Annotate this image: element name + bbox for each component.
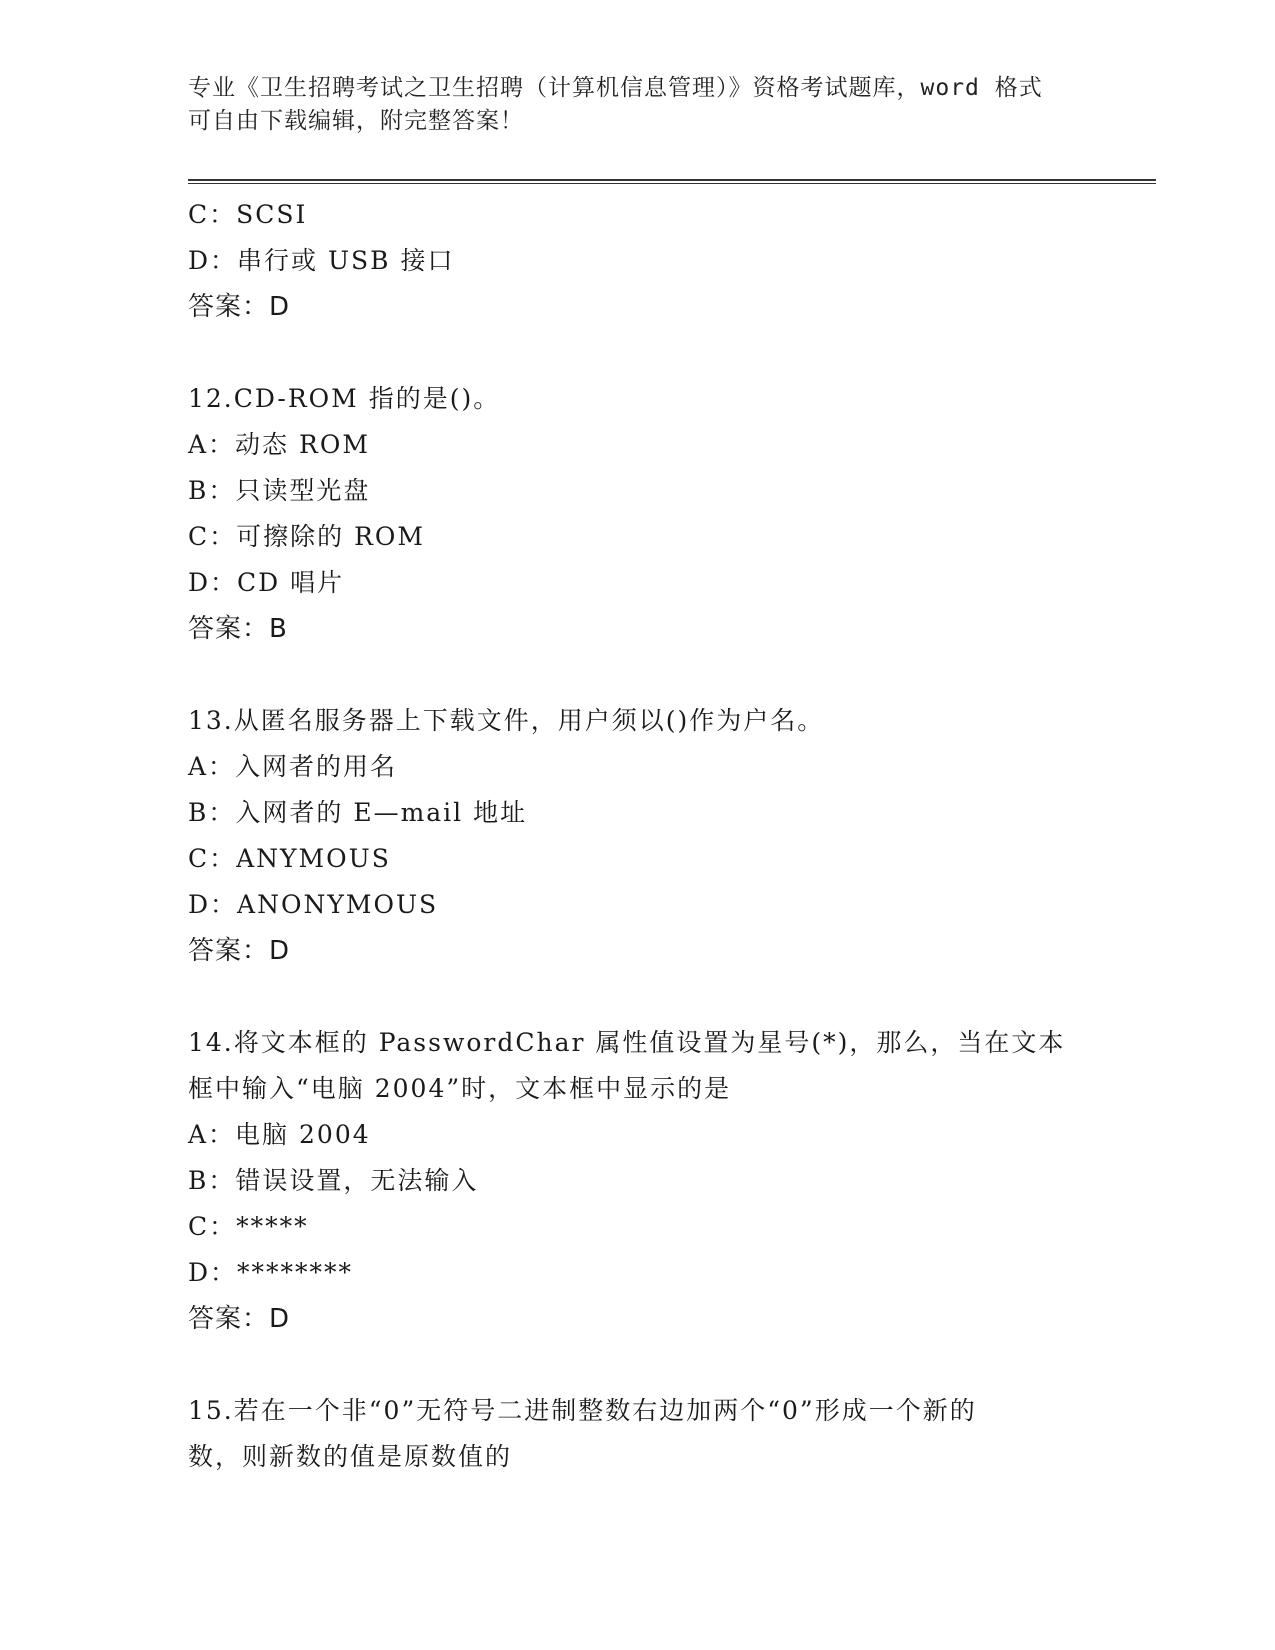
answer: 答案：D xyxy=(188,1304,291,1334)
question-12 xyxy=(188,376,1088,652)
question-14 xyxy=(188,1020,1088,1342)
question-text-line-2: 数，则新数的值是原数值的 xyxy=(188,1442,513,1471)
option-c: C：***** xyxy=(188,1212,309,1241)
option-a: A：入网者的用名 xyxy=(188,752,398,781)
document-header xyxy=(188,72,1088,138)
answer: 答案：D xyxy=(188,936,291,966)
header-divider xyxy=(188,179,1156,184)
spacer xyxy=(188,652,1088,698)
spacer xyxy=(188,1342,1088,1388)
option-d: D：******** xyxy=(188,1258,354,1287)
spacer xyxy=(188,974,1088,1020)
question-text: 13.从匿名服务器上下载文件，用户须以()作为户名。 xyxy=(188,706,825,735)
option-b: B：只读型光盘 xyxy=(188,476,371,505)
option-d: D：CD 唱片 xyxy=(188,568,345,597)
header-line-1: 专业《卫生招聘考试之卫生招聘（计算机信息管理）》资格考试题库，word 格式 xyxy=(188,75,1043,101)
question-text-line-1: 15.若在一个非“0”无符号二进制整数右边加两个“0”形成一个新的 xyxy=(188,1396,977,1425)
option-c: C：可擦除的 ROM xyxy=(188,522,425,551)
answer: 答案：D xyxy=(188,292,291,322)
option-b: B：入网者的 E—mail 地址 xyxy=(188,798,528,827)
option-d: D：串行或 USB 接口 xyxy=(188,246,455,275)
option-d: D：ANONYMOUS xyxy=(188,890,439,919)
option-a: A：电脑 2004 xyxy=(188,1120,371,1149)
question-15 xyxy=(188,1388,1088,1480)
question-13 xyxy=(188,698,1088,974)
answer: 答案：B xyxy=(188,614,288,644)
option-c: C：ANYMOUS xyxy=(188,844,391,873)
question-11 xyxy=(188,192,1088,330)
option-a: A：动态 ROM xyxy=(188,430,370,459)
header-line-2: 可自由下载编辑，附完整答案！ xyxy=(188,108,524,134)
question-text-line-1: 14.将文本框的 PasswordChar 属性值设置为星号(*)，那么，当在文本 xyxy=(188,1028,1066,1057)
spacer xyxy=(188,330,1088,376)
option-c: C：SCSI xyxy=(188,200,308,229)
question-list xyxy=(188,192,1088,1480)
question-text: 12.CD-ROM 指的是()。 xyxy=(188,384,501,413)
option-b: B：错误设置，无法输入 xyxy=(188,1166,479,1195)
question-text-line-2: 框中输入“电脑 2004”时，文本框中显示的是 xyxy=(188,1074,732,1103)
